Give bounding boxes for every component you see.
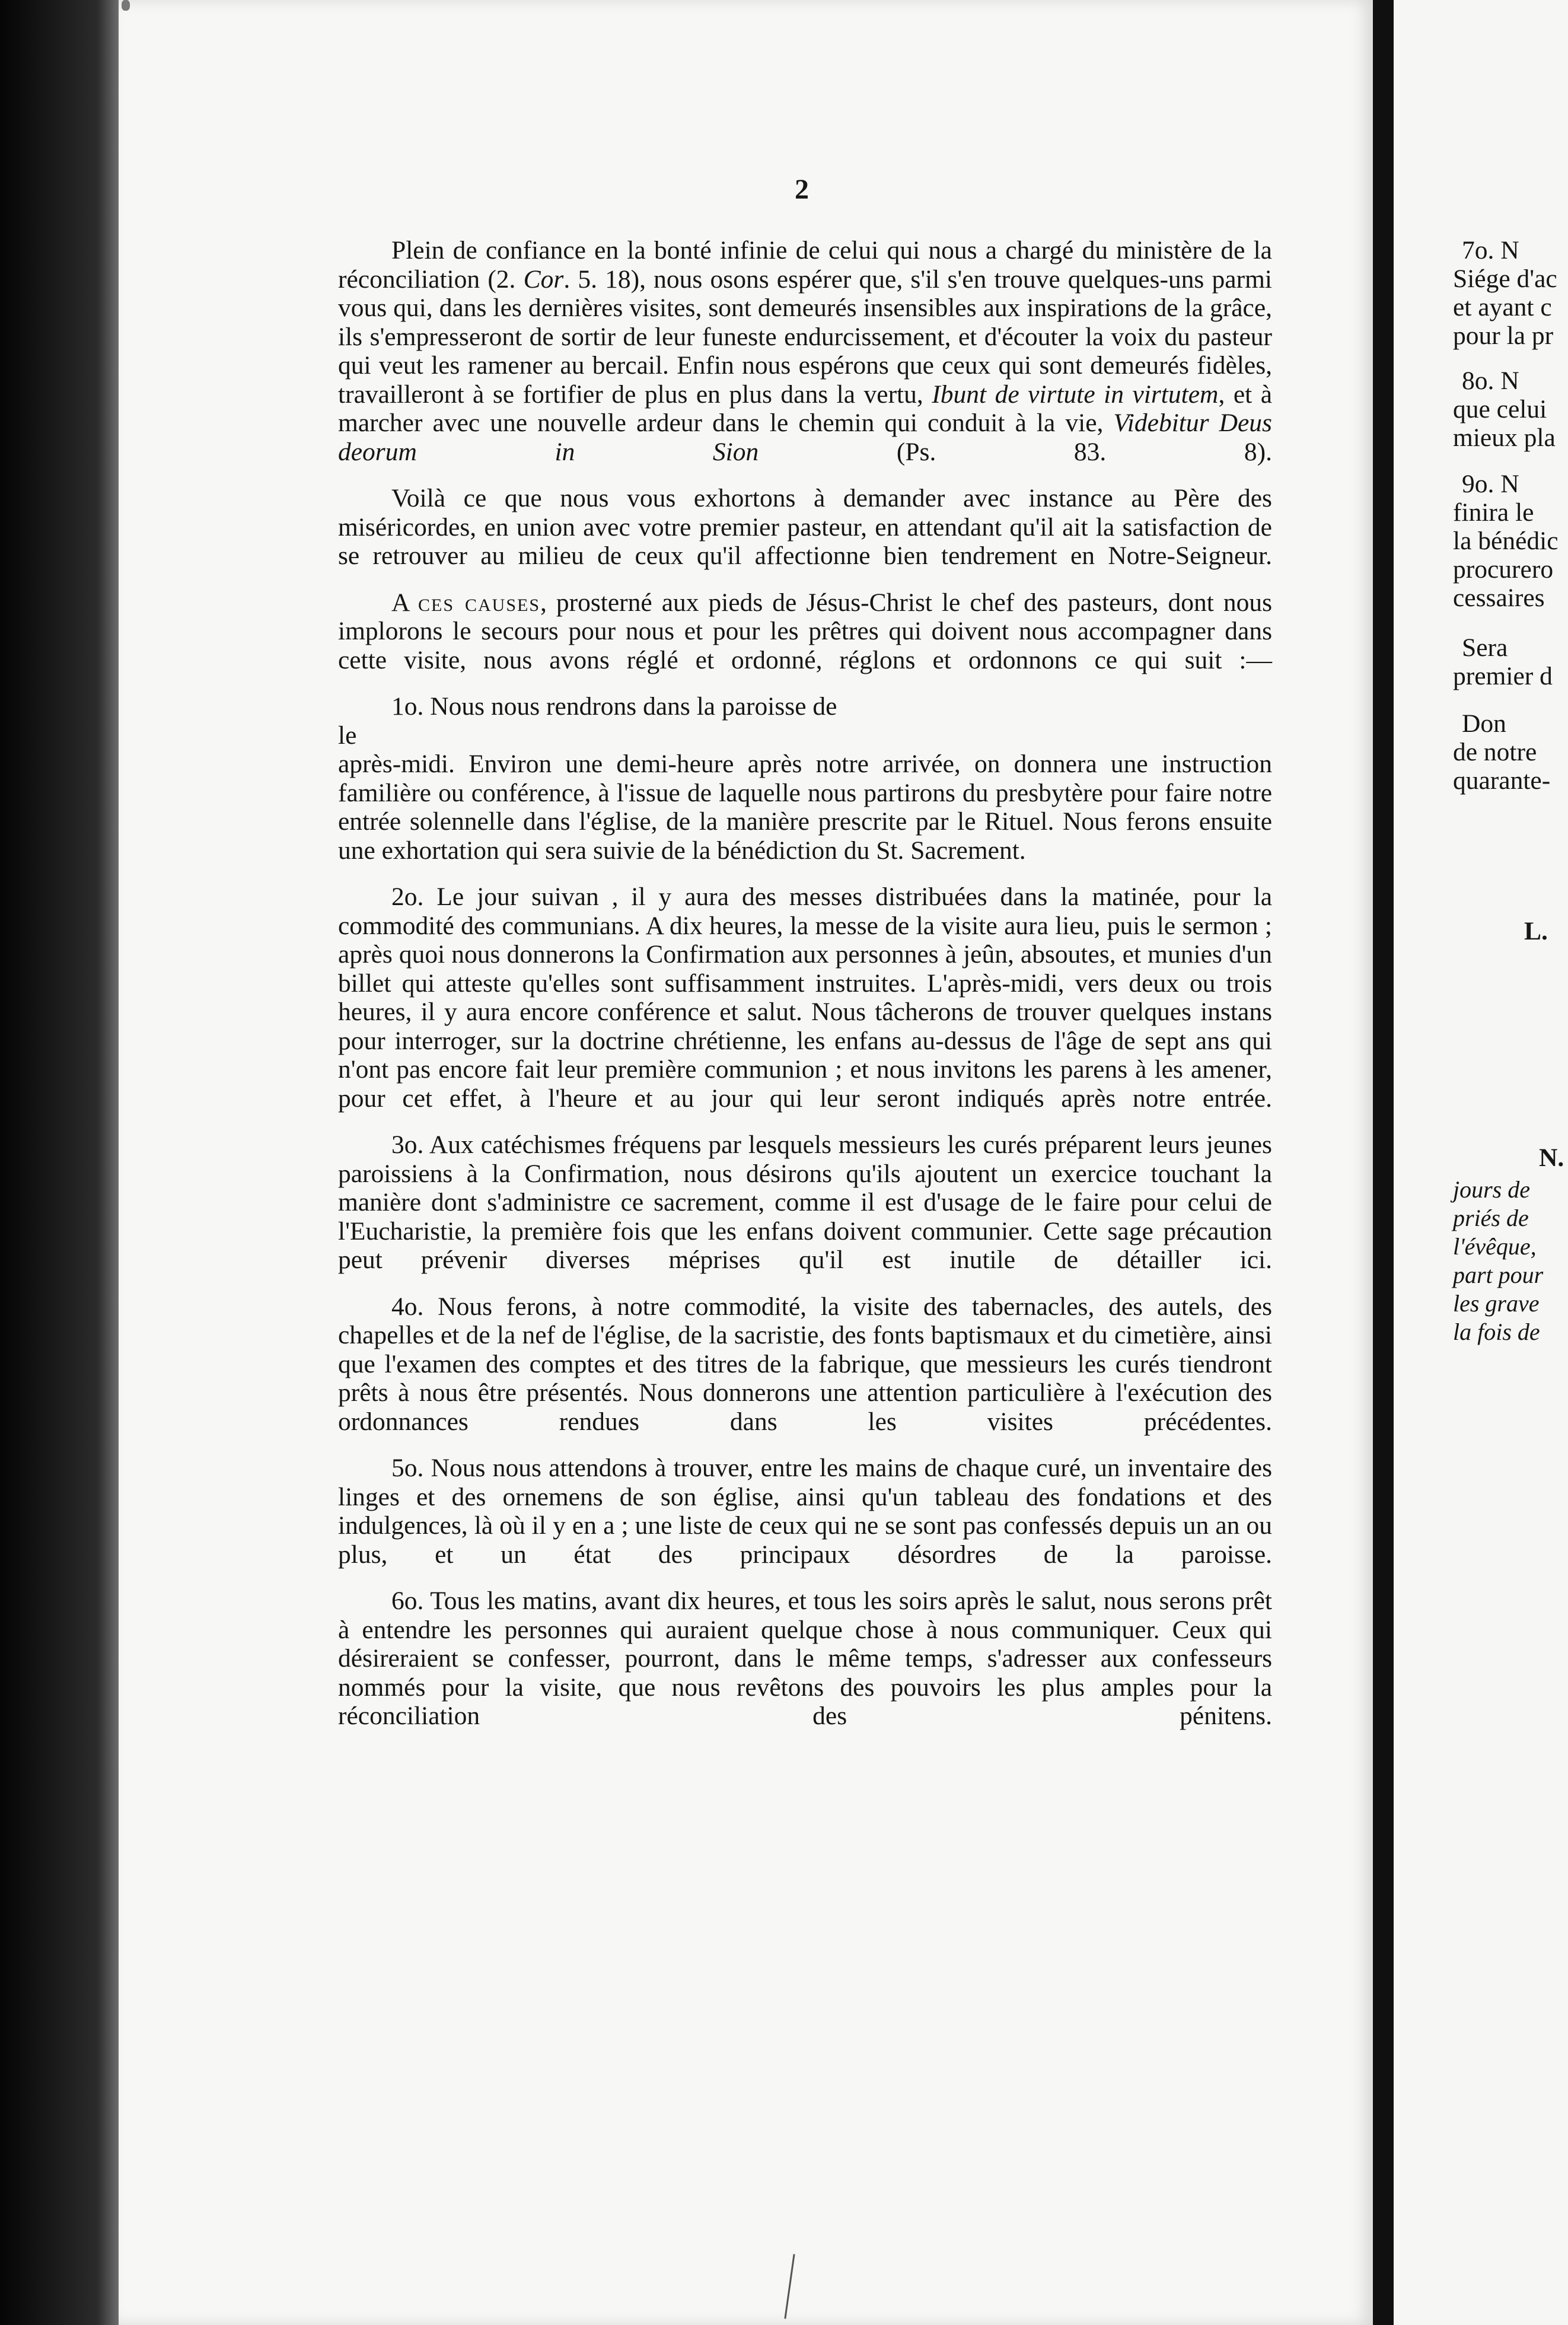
paragraph-confidence xyxy=(338,236,1272,466)
article-3: 3o. Aux catéchismes fréquens par lesquels messieurs les curés préparent leurs jeunes paroissiens à la Confirmation, nous désirons qu'ils ajoutent un exercice touchant la manière dont s'administre ce sacrement, comme il est d'usage de le faire pour celui de l'Eucharistie, la première fois que les enfans doivent communier. Cette sage précaution peut prévenir diverses méprises qu'il est inutile de détailler ici. xyxy=(338,1130,1272,1274)
body-text xyxy=(338,236,1272,1731)
article-4: 4o. Nous ferons, à notre commodité, la visite des tabernacles, des autels, des chapelles et de la nef de l'église, de la sacristie, des fonts baptismaux et du cimetière, ainsi que l'examen des comptes et des titres de la fabrique, que messieurs les curés tiendront prêts à nous être présentés. Nous donnerons une attention particulière à l'exécution des ordonnances rendues dans les visites précédentes. xyxy=(338,1292,1272,1436)
facing-line: procurero xyxy=(1453,555,1554,584)
facing-line: Siége d'ac xyxy=(1453,265,1557,293)
p1-text-a: Plein de confiance en la bonté infinie de celui qui nous a chargé du ministère de la réconciliation (2. xyxy=(338,236,1272,294)
facing-line: de notre xyxy=(1453,738,1537,766)
scan-corner-mark xyxy=(122,0,130,11)
facing-line: 9o. N xyxy=(1462,470,1519,498)
facing-page xyxy=(1394,0,1568,2325)
article-5: 5o. Nous nous attendons à trouver, entre les mains de chaque curé, un inventaire des linges et des ornemens de son église, ainsi qu'un tableau des fondations et des indulgences, là où il y en a ; une liste de ceux qui ne se sont pas confessés depuis un an ou plus, et un état des principaux désordres de la paroisse. xyxy=(338,1454,1272,1569)
facing-note-line: priés de xyxy=(1453,1205,1529,1231)
article-1-date-line: le xyxy=(338,721,357,750)
facing-line: quarante- xyxy=(1453,766,1551,795)
facing-note-line: jours de xyxy=(1453,1176,1530,1203)
facing-line: 7o. N xyxy=(1462,236,1519,265)
facing-line: la bénédic xyxy=(1453,527,1559,555)
article-6: 6o. Tous les matins, avant dix heures, et tous les soirs après le salut, nous serons prêt à entendre les personnes qui auraient quelque chose à nous communiquer. Ceux qui désireraient se confesser, pourront, dans le même temps, s'adresser aux confesseurs nommés pour la visite, que nous revêtons des pouvoirs les plus amples pour la réconciliation des pénitens. xyxy=(338,1587,1272,1730)
facing-line: finira le xyxy=(1453,498,1534,527)
p1-latin-quote-2: Videbitur Deus deorum in Sion xyxy=(338,409,1272,466)
p3-text-a: A xyxy=(391,588,418,617)
facing-note-initial: N. xyxy=(1539,1144,1564,1172)
facing-line: Sera xyxy=(1462,633,1508,662)
facing-line: que celui xyxy=(1453,395,1547,423)
facing-note-line: la fois de xyxy=(1453,1318,1540,1345)
facing-line: mieux pla xyxy=(1453,423,1556,452)
article-1-body: après-midi. Environ une demi-heure après notre arrivée, on donnera une instruction familière ou conférence, à l'issue de laquelle nous partirons du presbytère pour faire notre entrée solennelle dans l'église, de la manière prescrite par le Rituel. Nous ferons ensuite une exhortation qui sera suivie de la bénédiction du St. Sacrement. xyxy=(338,750,1272,865)
paragraph-a-ces-causes xyxy=(338,588,1272,675)
article-1-heading: 1o. Nous nous rendrons dans la paroisse de xyxy=(391,692,837,721)
facing-line: 8o. N xyxy=(1462,367,1519,395)
p1-text-g: (Ps. 83. 8). xyxy=(758,437,1273,466)
article-2: 2o. Le jour suivan , il y aura des messes distribuées dans la matinée, pour la commodité des communians. A dix heures, la messe de la visite aura lieu, puis le sermon ; après quoi nous donnerons la Confirmation aux personnes à jeûn, absoutes, et munies d'un billet qui atteste qu'elles sont suffisamment instruites. L'après-midi, vers deux ou trois heures, il y aura encore conférence et salut. Nous tâcherons de trouver quelques instans pour interroger, sur la doctrine chrétienne, les enfans au-dessus de l'âge de sept ans qui n'ont pas encore fait leur première communion ; et nous invitons les parens à les amener, pour cet effet, à l'heure et au jour qui leur seront indiqués après notre entrée. xyxy=(338,883,1272,1113)
facing-line: Don xyxy=(1462,709,1506,738)
scan-edge-strip xyxy=(0,0,119,2325)
facing-signature-initial: L. xyxy=(1524,917,1548,945)
facing-note-line: les grave xyxy=(1453,1290,1540,1317)
paragraph-exhortation: Voilà ce que nous vous exhortons à demander avec instance au Père des miséricordes, en union avec votre premier pasteur, en attendant qu'il ait la satisfaction de se retrouver au milieu de ceux qu'il affectionne bien tendrement en Notre-Seigneur. xyxy=(338,484,1272,570)
p1-text-c: . 5. 18), nous osons espérer que, s'il s'en trouve quelques-uns parmi vous qui, dans les dernières visites, sont demeurés insensibles aux inspirations de la grâce, ils s'empresseront de sortir de leur funeste endurcissement, et d'écouter la voix du pasteur qui veut les ramener au bercail. Enfin nous espérons que ceux qui sont demeurés fidèles, travailleront à se fortifier de plus en plus dans la vertu, xyxy=(338,265,1272,409)
p1-text-e: , et à marcher avec une nouvelle ardeur dans le chemin qui conduit à la vie, xyxy=(338,380,1273,437)
p3-small-caps: ces causes xyxy=(418,588,541,617)
facing-line: pour la pr xyxy=(1453,321,1554,350)
p1-cor-ref: Cor xyxy=(523,265,564,294)
page-number: 2 xyxy=(795,174,809,205)
facing-note-line: l'évêque, xyxy=(1453,1233,1537,1260)
page-gutter xyxy=(1373,0,1394,2325)
facing-line: cessaires xyxy=(1453,584,1545,612)
facing-note-line: part pour xyxy=(1453,1262,1544,1288)
p3-text-c: , prosterné aux pieds de Jésus-Christ le chef des pasteurs, dont nous implorons le secours pour nous et pour les prêtres qui doivent nous accompagner dans cette visite, nous avons réglé et ordonné, réglons et ordonnons ce qui suit :— xyxy=(338,588,1272,674)
facing-line: et ayant c xyxy=(1453,293,1552,321)
p1-latin-quote-1: Ibunt de virtute in virtutem xyxy=(932,380,1219,409)
facing-line: premier d xyxy=(1453,662,1553,690)
